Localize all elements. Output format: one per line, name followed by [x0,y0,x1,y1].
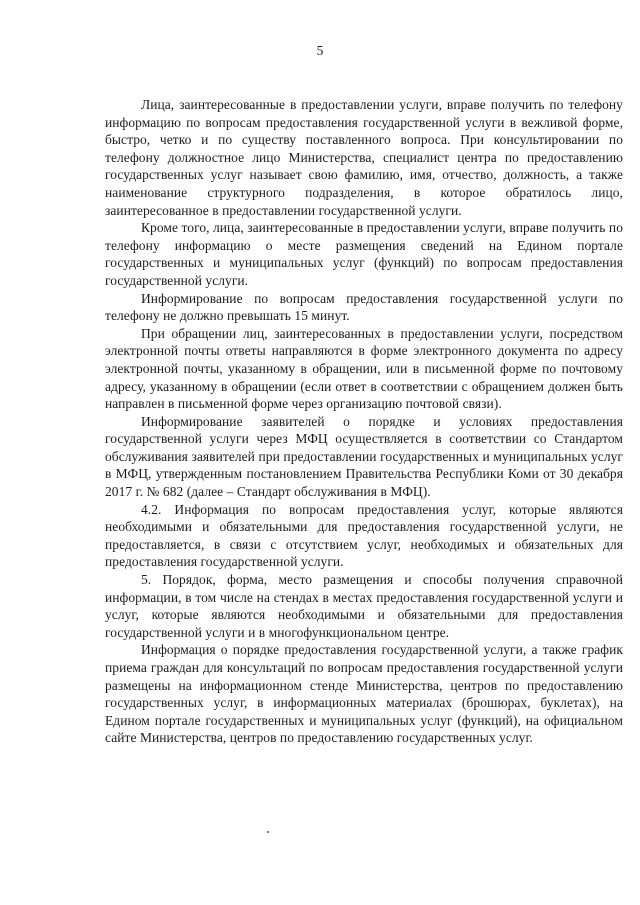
paragraph-email-requests: При обращении лиц, заинтересованных в предоставлении услуги, посредством электронной почты ответы направляются в форме электронного документа по адресу электронной почты, указанному в обращении, или в письменной форме по почтовому адресу, указанному в обращении (если ответ в соответствии с обращением должен быть направлен в письменной форме через организацию почтовой связи). [105,325,623,412]
paragraph-phone-duration: Информирование по вопросам предоставления государственной услуги по телефону не должно превышать 15 минут. [105,290,623,324]
paragraph-info-placement: Информация о порядке предоставления государственной услуги, а также график приема граждан для консультаций по вопросам предоставления государственной услуги размещены на информационном стенде Министерства, центров по предоставлению государственных услуг, в информационных материалах (брошюрах, буклетах), на Едином портале государственных и муниципальных услуг (функций), на официальном сайте Министерства, центров по предоставлению государственных услуг. [105,642,623,746]
paragraph-section-4-2: 4.2. Информация по вопросам предоставления услуг, которые являются необходимыми и обязательными для предоставления государственной услуги, не предоставляется, в связи с отсутствием услуг, необходимых и обязательных для предоставления государственной услуги. [105,501,623,570]
paragraph-section-5: 5. Порядок, форма, место размещения и способы получения справочной информации, в том числе на стендах в местах предоставления государственной услуги и услуг, которые являются необходимыми и обязательными для предоставления государственной услуги и в многофункциональном центре. [105,572,623,640]
scan-dot-mark [267,831,269,833]
paragraph-portal-info: Кроме того, лица, заинтересованные в предоставлении услуги, вправе получить по телефону информацию о месте размещения сведений на Едином портале государственных и муниципальных услуг (функций) по вопросам предоставления государственной услуги. [105,220,623,288]
document-body [105,96,623,747]
page-number: 5 [316,43,324,58]
paragraph-phone-consultation: Лица, заинтересованные в предоставлении услуги, вправе получить по телефону информацию по вопросам предоставления государственной услуги в вежливой форме, быстро, четко и по существу поставленного вопроса. При консультировании по телефону должностное лицо Министерства, специалист центра по предоставлению государственных услуг называет свою фамилию, имя, отчество, должность, а также наименование структурного подразделения, в которое обратилось лицо, заинтересованное в предоставлении государственной услуги. [105,97,623,218]
paragraph-mfc-informing: Информирование заявителей о порядке и условиях предоставления государственной услуги через МФЦ осуществляется в соответствии со Стандартом обслуживания заявителей при предоставлении государственных и муниципальных услуг в МФЦ, утвержденным постановлением Правительства Республики Коми от 30 декабря 2017 г. № 682 (далее – Стандарт обслуживания в МФЦ). [105,413,623,500]
